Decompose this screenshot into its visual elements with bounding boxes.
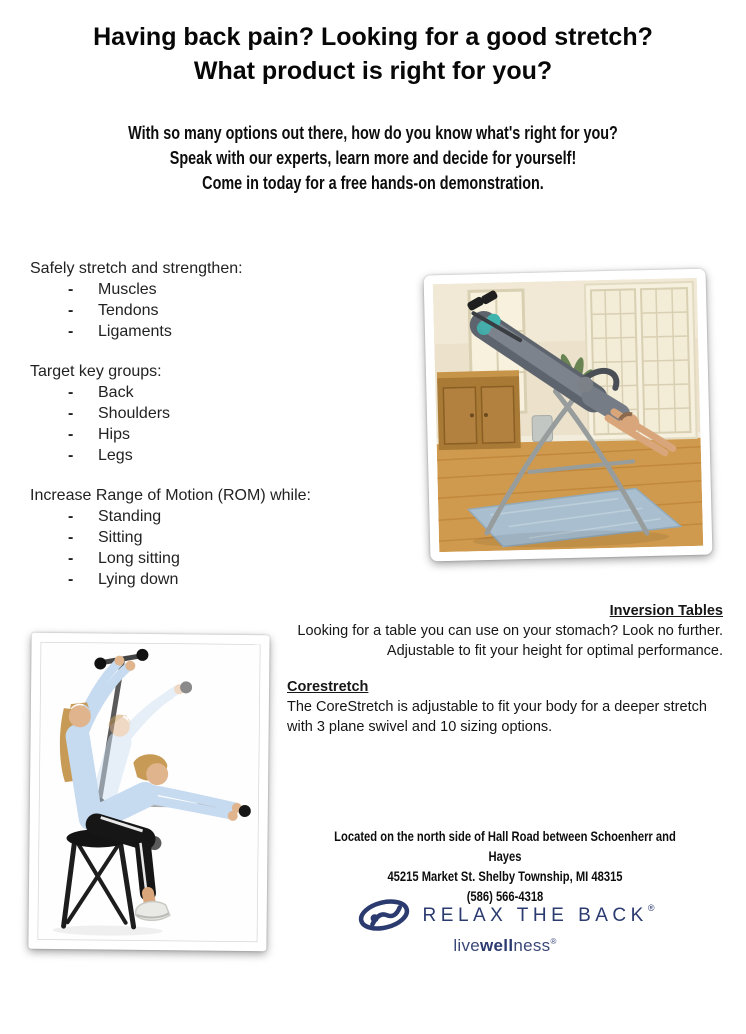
sneaker: [136, 901, 170, 920]
tagline-ness: ness: [513, 936, 551, 955]
location-block: [331, 826, 680, 906]
tagline-well: well: [480, 936, 514, 955]
list-item-label: Long sitting: [98, 550, 180, 567]
benefit-heading: Safely stretch and strengthen:: [30, 260, 243, 277]
brand-name: [423, 903, 655, 927]
title-line-1: Having back pain? Looking for a good stretch?: [93, 23, 653, 51]
bullet-dash: -: [68, 302, 74, 319]
list-item: [30, 300, 400, 321]
list-item-label: Legs: [98, 447, 133, 464]
benefit-section-groups: [30, 361, 400, 466]
intro-text: [75, 121, 672, 196]
bullet-dash: -: [68, 550, 74, 567]
list-item-label: Lying down: [98, 571, 179, 588]
list-item: [30, 506, 400, 527]
bullet-dash: -: [68, 384, 74, 401]
list-item: [30, 403, 400, 424]
location-line-1: Located on the north side of Hall Road between Schoenherr and Hayes: [334, 828, 676, 864]
list-item-label: Back: [98, 384, 134, 401]
corestretch-photo: [28, 633, 269, 951]
benefits-lists: [30, 258, 400, 609]
bullet-dash: -: [68, 281, 74, 298]
bullet-dash: -: [68, 447, 74, 464]
bullet-dash: -: [68, 405, 74, 422]
list-item: [30, 321, 400, 342]
list-item: [30, 445, 400, 466]
list-item: [30, 548, 400, 569]
product-descriptions: [287, 601, 723, 737]
brand-block: [287, 897, 723, 956]
list-item-label: Ligaments: [98, 323, 172, 340]
bullet-dash: -: [68, 508, 74, 525]
inversion-tables-heading: Inversion Tables: [609, 603, 723, 619]
corestretch-body: The CoreStretch is adjustable to fit your body for a deeper stretch with 3 plane swivel and 10 sizing options.: [287, 699, 707, 735]
brand-tagline: [287, 936, 723, 956]
intro-line-3: Come in today for a free hands-on demonstration.: [202, 173, 544, 193]
list-item-label: Hips: [98, 426, 131, 443]
bullet-dash: -: [68, 529, 74, 546]
benefit-section-rom: [30, 485, 400, 590]
intro-line-2: Speak with our experts, learn more and decide for yourself!: [169, 148, 577, 168]
location-phone: (586) 566-4318: [466, 888, 544, 904]
bullet-dash: -: [68, 323, 74, 340]
list-item: [30, 424, 400, 445]
benefit-heading: Target key groups:: [30, 363, 162, 380]
cabinet: [437, 370, 521, 450]
inversion-table-photo: [424, 269, 713, 562]
page-title: [0, 20, 746, 88]
relax-the-back-logo-icon: [356, 897, 412, 933]
brand-logo-row: [287, 897, 723, 933]
list-item-label: Sitting: [98, 529, 143, 546]
list-item: [30, 569, 400, 590]
benefit-heading: Increase Range of Motion (ROM) while:: [30, 487, 311, 504]
list-item-label: Shoulders: [98, 405, 171, 422]
benefit-section-stretch: [30, 258, 400, 342]
inversion-line-1: Looking for a table you can use on your stomach? Look no further.: [297, 623, 723, 639]
registered-mark: ®: [647, 903, 655, 913]
bullet-dash: -: [68, 426, 74, 443]
tagline-live: live: [453, 936, 481, 955]
title-line-2: What product is right for you?: [193, 57, 553, 85]
intro-line-1: With so many options out there, how do you know what's right for you?: [128, 123, 618, 143]
list-item-label: Tendons: [98, 302, 159, 319]
inversion-table-scene: [433, 278, 703, 552]
list-item-label: Muscles: [98, 281, 157, 298]
list-item: [30, 382, 400, 403]
bullet-dash: -: [68, 571, 74, 588]
french-doors: [585, 282, 697, 441]
inversion-line-2: Adjustable to fit your height for optimal performance.: [386, 643, 723, 659]
list-item: [30, 279, 400, 300]
list-item-label: Standing: [98, 508, 162, 525]
brand-name-text: RELAX THE BACK: [422, 905, 648, 926]
location-line-2: 45215 Market St. Shelby Township, MI 48315: [387, 868, 623, 884]
list-item: [30, 527, 400, 548]
tagline-registered-mark: ®: [550, 937, 557, 946]
corestretch-heading: Corestretch: [287, 679, 369, 695]
corestretch-scene: [37, 642, 260, 942]
